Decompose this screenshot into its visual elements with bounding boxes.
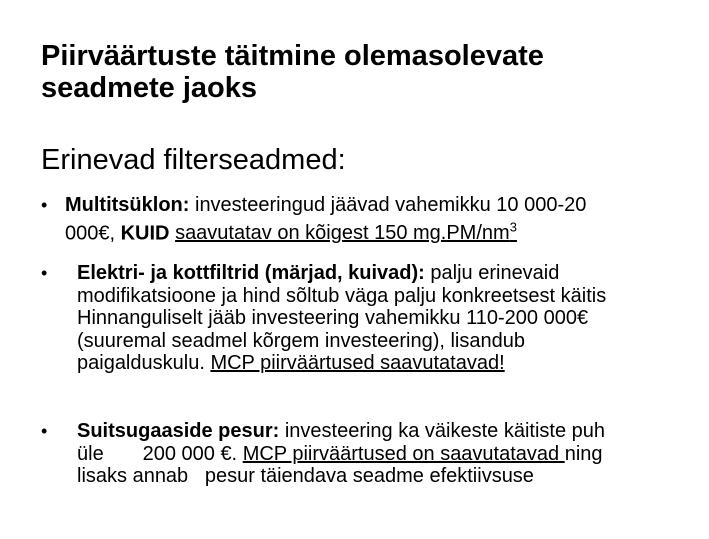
- bullet-3-line-3: lisaks annab pesur täiendava seadme efektiivsuse: [77, 465, 534, 487]
- bullet-marker-2: •: [41, 263, 48, 283]
- bullet-3-line-2-text: üle 200 000 €.: [77, 442, 243, 465]
- bullet-2-line-5-text: paigalduskulu.: [77, 352, 211, 374]
- bullet-1-emphasis: KUID: [120, 222, 170, 245]
- title-line-2: seadmete jaoks: [41, 72, 258, 104]
- bullet-3-text: investeering ka väikeste käitiste puh: [279, 420, 606, 442]
- bullet-1-superscript: 3: [509, 219, 517, 235]
- bullet-2-heading: Elektri- ja kottfiltrid (märjad, kuivad):: [77, 262, 425, 284]
- bullet-1-text: investeeringud jäävad vahemikku 10 000-20: [189, 194, 587, 216]
- slide-subtitle: Erinevad filterseadmed:: [41, 144, 346, 176]
- bullet-2-line-2: modifikatsioone ja hind sõltub väga palju konkreetsest käitis: [77, 284, 607, 307]
- bullet-2-line-1: [77, 262, 606, 285]
- bullet-2-text: palju erinevaid: [424, 262, 560, 284]
- bullet-3-line-2: [77, 443, 605, 466]
- bullet-3-heading: Suitsugaaside pesur:: [77, 420, 280, 442]
- bullet-2-underlined: MCP piirväärtused saavutatavad!: [210, 352, 505, 374]
- bullet-marker-1: •: [41, 195, 48, 215]
- bullet-1-amount: 000€,: [65, 222, 121, 245]
- bullet-item-1: [65, 194, 587, 245]
- bullet-2-line-3: Hinnanguliselt jääb investeering vahemikku 110-200 000€: [77, 307, 589, 329]
- bullet-1-line-1: [65, 194, 586, 217]
- bullet-item-3: [77, 420, 605, 488]
- bullet-3-line-2-end: ning: [564, 442, 603, 465]
- bullet-3-line-1: [77, 420, 605, 443]
- bullet-1-line-2: [65, 217, 586, 245]
- bullet-1-heading: Multitsüklon:: [65, 194, 190, 216]
- bullet-2-line-5: [77, 352, 606, 375]
- bullet-1-underlined: [175, 219, 517, 245]
- bullet-2-line-4: (suuremal seadmel kõrgem investeering), lisandub: [77, 329, 525, 352]
- bullet-item-2: [77, 262, 606, 375]
- bullet-marker-3: •: [41, 421, 48, 441]
- bullet-3-underlined: MCP piirväärtused on saavutatavad: [242, 442, 565, 465]
- title-line-1: Piirväärtuste täitmine olemasolevate: [41, 40, 544, 72]
- bullet-1-underlined-text: saavutatav on kõigest 150 mg.PM/nm: [175, 222, 510, 245]
- slide-title: [41, 40, 701, 104]
